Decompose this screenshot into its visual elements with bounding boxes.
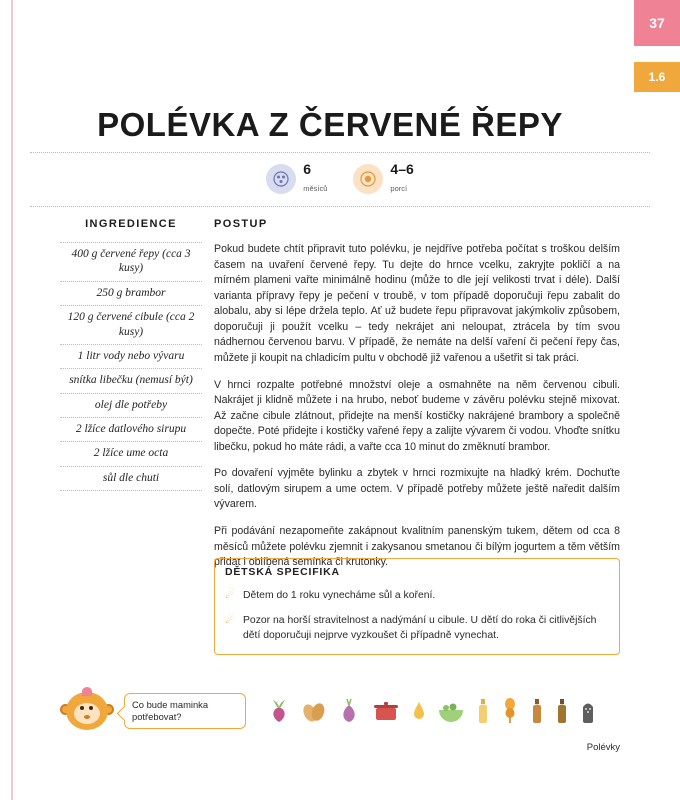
potato-icon (301, 698, 327, 724)
page-title: POLÉVKA Z ČERVENÉ ŘEPY (97, 106, 563, 143)
lightbulb-icon: ☄ (225, 614, 235, 627)
meta-item-age (266, 162, 327, 196)
childrens-specifics-box (214, 558, 620, 655)
list-item: 2 lžíce ume octa (60, 442, 202, 466)
page-number-tab: 37 (634, 0, 680, 46)
speech-bubble-text: Co bude maminka potřebovat? (132, 698, 209, 722)
pot-icon (371, 699, 401, 723)
oil-bottle-icon (476, 698, 490, 724)
footer-shopping-strip (60, 688, 620, 734)
age-icon (266, 164, 296, 194)
ingredients-list (60, 242, 202, 491)
list-item: sůl dle chuti (60, 467, 202, 491)
list-item: 120 g červené cibule (cca 2 kusy) (60, 306, 202, 345)
method-paragraph: V hrnci rozpalte potřebné množství oleje a osmahněte na něm červenou cibuli. Nakrájet ji klidně můžete i na hrubo, neboť budeme v závěru polévku stejně mixovat. Až začne cibule zlátnout, přidejte na menší kostičky nakrájené brambory a společně dopečte. Poté přidejte i kostičky vařené řepy a zalijte vývarem či vodou. Vhoďte snítku libečku, pokud ho máte rádi, a vařte cca 10 minut do změknutí brambor. (214, 378, 620, 453)
specifics-item (225, 588, 609, 603)
meta-age-value: 6 (303, 161, 312, 177)
list-item: 250 g brambor (60, 282, 202, 306)
lovage-icon (501, 698, 519, 724)
syrup-bottle-icon (530, 698, 544, 724)
list-item: 1 litr vody nebo vývaru (60, 345, 202, 369)
monkey-mascot-icon (60, 688, 114, 734)
divider-top (30, 152, 650, 153)
meta-portions-label: porcí (390, 183, 408, 193)
list-item: olej dle potřeby (60, 394, 202, 418)
beet-icon (268, 698, 290, 724)
oil-drop-icon (412, 699, 426, 723)
list-item: snítka libečku (nemusí být) (60, 369, 202, 393)
method-paragraph: Pokud budete chtít připravit tuto polévku, je nejdříve potřeba počítat s troškou delším časem na uvaření červené řepy. Tu dejte do hrnce vcelku, zakryjte pokličí a na mírném plameni vařte minimálně hodinu (může to dle její velikosti trvat i déle). Další varianta přípravy řepy je pečení v troubě, v tom případě doporučuji řepu zabalit do alobalu, aby si lépe držela teplo. Ať už budete řepu připravovat jakýmkoliv způsobem, doporučuji ji použít vcelku – tedy nekrájet ani neloupat, ztrácela by tím svou nádhernou červenou barvu. V případě, že nemáte na delší vaření či pečení řepy čas, můžete ji koupit na chladicím pultu v obchodě již vařenou a ušetřit si tak práci. (214, 243, 620, 364)
onion-icon (338, 698, 360, 724)
specifics-heading: DĚTSKÁ SPECIFIKA (225, 566, 340, 578)
inner-margin-rule (11, 0, 13, 800)
specifics-item-text: Pozor na horší stravitelnost a nadýmání u cibule. U dětí do roka či citlivějších dětí doporučuji nejprve vyzkoušet či případně vynechat. (243, 615, 597, 642)
list-item: 400 g červené řepy (cca 3 kusy) (60, 242, 202, 282)
portions-icon (353, 164, 383, 194)
speech-bubble (124, 693, 246, 729)
meta-age-label: měsíců (303, 183, 328, 193)
specifics-item-text: Dětem do 1 roku vynecháme sůl a koření. (243, 590, 436, 601)
method-paragraph: Při podávání nezapomeňte zakápnout kvalitním panenským tukem, dětem od cca 8 měsíců můžete polévku zjemnit i zakysanou smetanou či bílým jogurtem a těm větším přidat i oblíbená semínka či krutonky. (214, 525, 620, 569)
section-number-tab: 1.6 (634, 62, 680, 92)
footer-chapter-label: Polévky (586, 742, 620, 753)
method-heading: POSTUP (214, 218, 268, 230)
ingredient-icon-row (268, 698, 596, 724)
method-paragraph: Po dovaření vyjměte bylinku a zbytek v hrnci rozmixujte na hladký krém. Dochuťte solí, datlovým sirupem a ume octem. V případě potřeby můžete ještě naředit dalším vývarem. (214, 467, 620, 511)
specifics-item (225, 613, 609, 643)
method-column (214, 218, 620, 582)
salt-shaker-icon (580, 698, 596, 724)
ingredients-column (60, 218, 202, 491)
list-item: 2 lžíce datlového sirupu (60, 418, 202, 442)
ingredients-heading: INGREDIENCE (85, 218, 177, 230)
lightbulb-icon: ☄ (225, 589, 235, 601)
recipe-meta (0, 162, 680, 196)
meta-portions-value: 4–6 (390, 161, 414, 177)
divider-bottom (30, 206, 650, 207)
bowl-icon (437, 700, 465, 722)
meta-item-portions (353, 162, 413, 196)
vinegar-bottle-icon (555, 698, 569, 724)
